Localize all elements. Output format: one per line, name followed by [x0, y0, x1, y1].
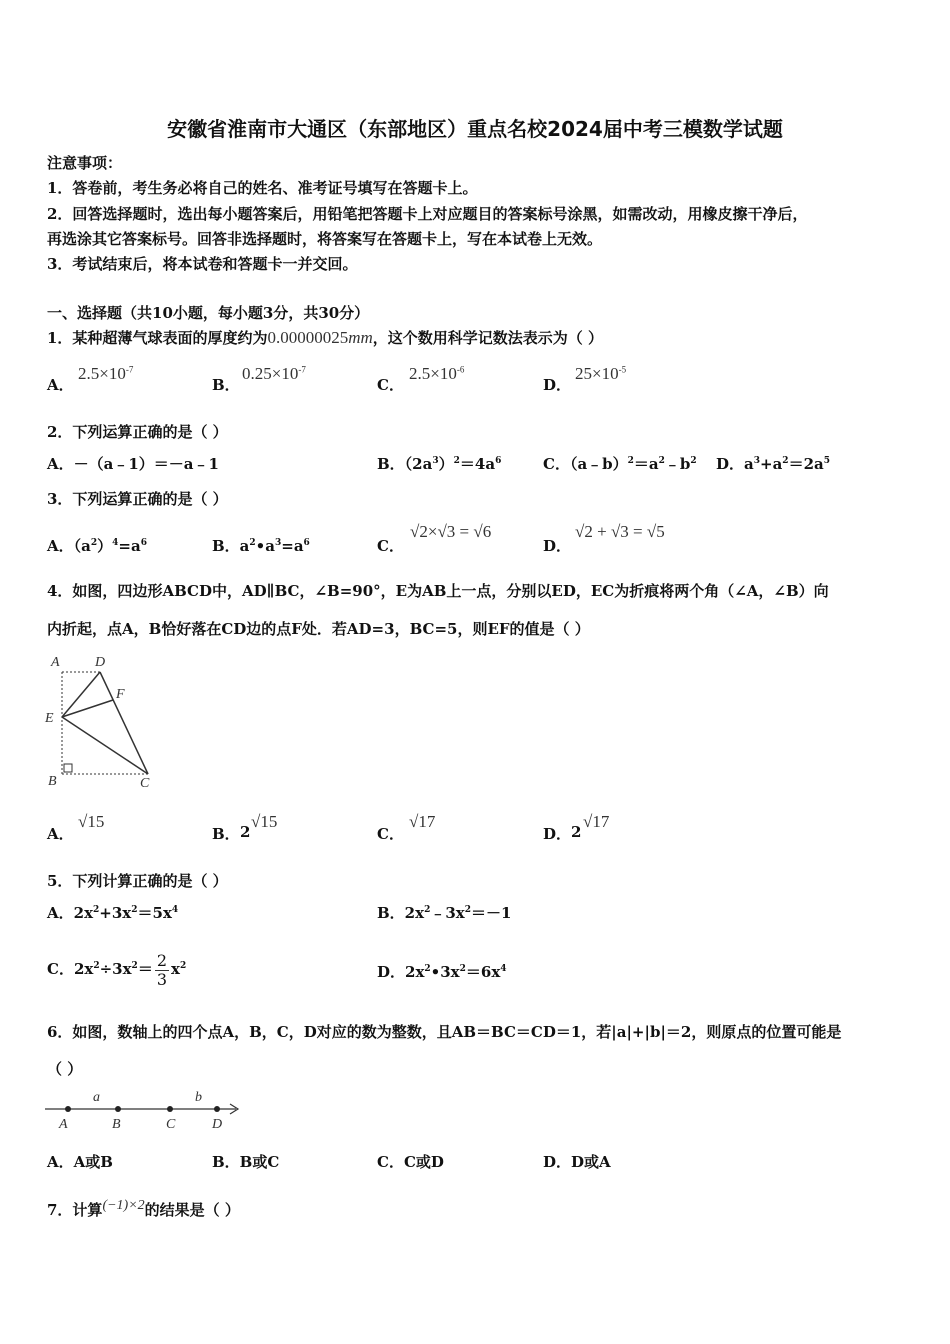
q1-option-b-value: $0.25\times 10^{-7}$: [242, 364, 306, 383]
q6-point-c: [167, 1106, 173, 1112]
q4-option-c-value: √17: [409, 812, 436, 831]
q4-figure: [40, 650, 160, 792]
q5-stem: 5．下列计算正确的是（ ）: [47, 872, 228, 890]
q6-point-a: [65, 1106, 71, 1112]
q6-option-c: C．C或D: [377, 1153, 444, 1171]
q3-option-d-label: D．: [543, 537, 572, 555]
q4-stem-line2: 内折起，点A，B恰好落在CD边的点F处．若AD=3，BC=5，则EF的值是（ ）: [47, 620, 590, 638]
q7-stem: [47, 1198, 240, 1220]
q6-label-a: A: [59, 1117, 68, 1132]
q4-option-a-value: √15: [78, 812, 105, 831]
q4-stem-line1: 4．如图，四边形ABCD中，AD∥BC，∠B=90°，E为AB上一点，分别以ED，EC为折痕将两个角（∠A，∠B）向: [47, 582, 829, 600]
q3-option-a: A．$(a^2)^4=a^6$: [47, 537, 147, 555]
q6-label-d: D: [212, 1117, 223, 1132]
q7-stem-tail: 的结果是（ ）: [144, 1201, 240, 1219]
q4-option-a-label: A．: [47, 825, 74, 843]
q4-label-a: A: [51, 655, 60, 670]
q4-option-d-coef: 2: [571, 823, 582, 841]
q6-stem-line2: （ ）: [47, 1060, 83, 1078]
q3-option-b: B．$a^2•a^3=a^6$: [212, 537, 310, 555]
section-heading: 一、选择题（共10小题，每小题3分，共30分）: [47, 304, 370, 322]
q6-option-d: D．D或A: [543, 1153, 611, 1171]
q4-option-b-value: √15: [251, 812, 278, 831]
q6-option-a: A．A或B: [47, 1153, 113, 1171]
q4-option-b-coef: 2: [240, 823, 251, 841]
q4-label-d: D: [95, 655, 106, 670]
q4-label-b: B: [48, 774, 57, 789]
q4-option-d-value: √17: [583, 812, 610, 831]
q1-stem-value: 0.00000025: [267, 328, 349, 347]
notes-item-2-cont: 再选涂其它答案标号。回答非选择题时，将答案写在答题卡上，写在本试卷上无效。: [47, 230, 603, 248]
q1-option-d-label: D．: [543, 376, 572, 394]
q4-label-f: F: [116, 687, 125, 702]
q6-option-b: B．B或C: [212, 1153, 280, 1171]
q2-option-d: D．$a^3+a^2=2a^5$: [716, 455, 830, 473]
q4-option-c-label: C．: [377, 825, 404, 843]
q4-right-angle-mark: [64, 764, 72, 772]
q5-option-a: A．$2x^2+3x^2=5x^4$: [47, 904, 179, 922]
q6-var-b: b: [195, 1090, 202, 1105]
q1-stem-text: 1．某种超薄气球表面的厚度约为: [47, 329, 268, 347]
q2-option-a: A．－（a﹣1）＝－a﹣1: [47, 455, 219, 473]
q7-stem-text: 7．计算: [47, 1201, 103, 1219]
notes-heading: 注意事项：: [47, 154, 123, 172]
q1-option-a-label: A．: [47, 376, 74, 394]
q2-stem: 2．下列运算正确的是（ ）: [47, 423, 228, 441]
q5-option-c-fraction: $\frac{2}{3}$: [156, 950, 168, 989]
q6-point-d: [214, 1106, 220, 1112]
q6-var-a: a: [93, 1090, 100, 1105]
q6-label-c: C: [166, 1117, 176, 1132]
page-title: 安徽省淮南市大通区（东部地区）重点名校2024届中考三模数学试题: [167, 117, 783, 141]
notes-item-3: 3．考试结束后，将本试卷和答题卡一并交回。: [47, 255, 358, 273]
notes-item-1: 1．答卷前，考生务必将自己的姓名、准考证号填写在答题卡上。: [47, 179, 478, 197]
q6-number-line: [40, 1084, 250, 1134]
q1-option-b-label: B．: [212, 376, 240, 394]
q6-point-b: [115, 1106, 121, 1112]
q6-stem-line1: 6．如图，数轴上的四个点A，B，C，D对应的数为整数，且AB＝BC＝CD＝1，若|a|+|b|＝2，则原点的位置可能是: [47, 1023, 842, 1041]
q7-expression: (−1)×2: [102, 1198, 145, 1213]
q4-option-b-label: B．: [212, 825, 240, 843]
q3-option-c-value: √2×√3 = √6: [410, 522, 492, 541]
q5-option-b: B．$2x^2﹣3x^2=-1$: [377, 904, 512, 922]
q1-option-a-value: $2.5\times 10^{-7}$: [78, 364, 134, 383]
q1-stem-unit: mm: [348, 328, 373, 347]
q2-option-b: B．$(2a^3)^2=4a^6$: [377, 455, 502, 473]
q3-stem: 3．下列运算正确的是（ ）: [47, 490, 228, 508]
q4-label-c: C: [140, 776, 150, 791]
q3-option-c-label: C．: [377, 537, 404, 555]
notes-item-2: 2．回答选择题时，选出每小题答案后，用铅笔把答题卡上对应题目的答案标号涂黑，如需改动，用橡皮擦干净后，: [47, 205, 808, 223]
q1-option-d-value: $25\times 10^{-5}$: [575, 364, 627, 383]
q1-option-c-label: C．: [377, 376, 404, 394]
q5-option-c: C．$2x^2\div 3x^2=$ $\frac{2}{3}$ $x^2$: [47, 950, 187, 989]
q1-stem: [47, 327, 603, 348]
q4-option-d-label: D．: [543, 825, 572, 843]
q4-label-e: E: [45, 711, 54, 726]
q1-option-c-value: $2.5\times 10^{-6}$: [409, 364, 465, 383]
q1-stem-tail: ，这个数用科学记数法表示为（ ）: [372, 329, 603, 347]
q3-option-d-value: √2 + √3 = √5: [575, 522, 665, 541]
q6-label-b: B: [112, 1117, 121, 1132]
q5-option-d: D．$2x^2•3x^2=6x^4$: [377, 963, 507, 981]
q2-option-c: C．$(a﹣b)^2=a^2﹣b^2$: [543, 455, 697, 473]
